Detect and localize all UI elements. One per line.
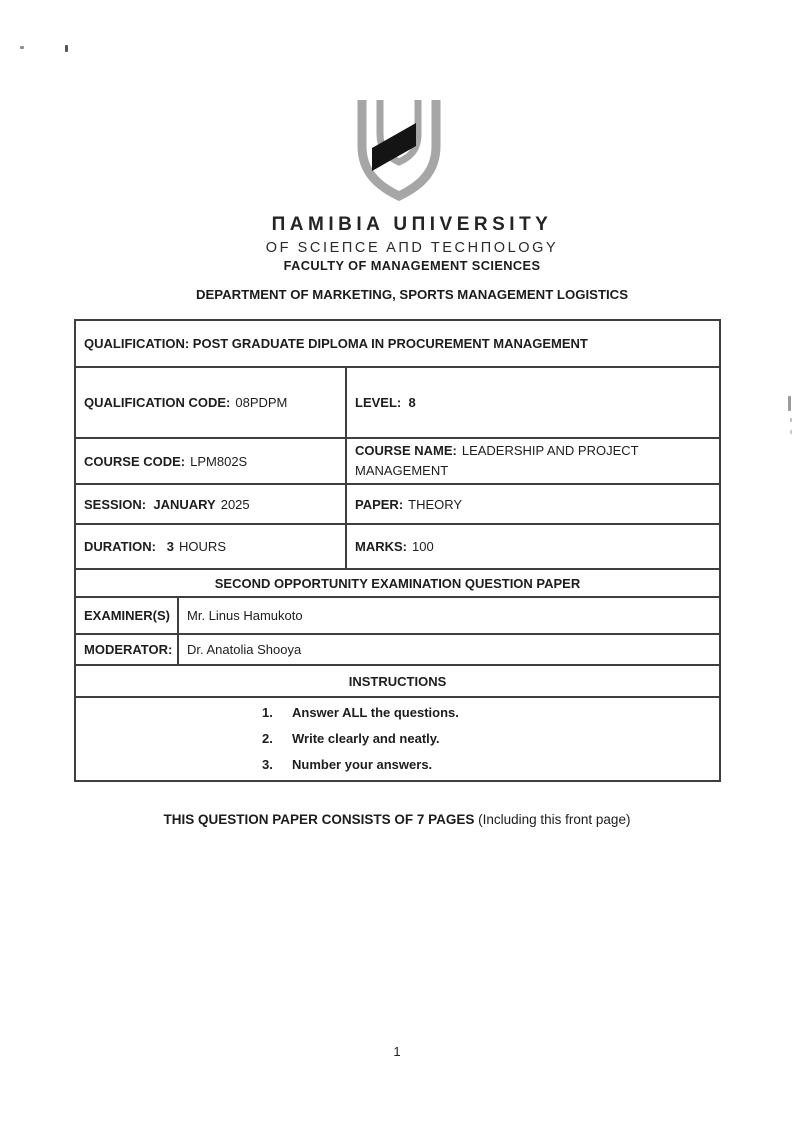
paper-cell	[346, 484, 720, 524]
examiner-value: Mr. Linus Hamukoto	[178, 597, 720, 634]
instruction-item	[84, 700, 711, 726]
table-row	[75, 597, 720, 634]
scan-edge-mark	[790, 430, 792, 434]
scan-edge-mark	[788, 396, 791, 411]
table-row	[75, 697, 720, 781]
table-row	[75, 367, 720, 438]
instructions-list	[75, 697, 720, 781]
duration-value: HOURS	[179, 539, 226, 555]
instruction-text: Number your answers.	[292, 757, 433, 773]
department-name: DEPARTMENT OF MARKETING, SPORTS MANAGEMENT LOGISTICS	[195, 287, 628, 302]
instruction-item	[84, 752, 711, 778]
table-row	[75, 484, 720, 524]
university-name: ПAMIBIA UПIVERSITY	[271, 214, 553, 235]
exam-banner: SECOND OPPORTUNITY EXAMINATION QUESTION PAPER	[75, 569, 720, 597]
session-label: SESSION: JANUARY	[84, 496, 216, 512]
university-subtitle: OF SCIEПCE AПD TECHПOLOGY	[265, 240, 559, 256]
course-code-cell	[75, 438, 346, 484]
table-row	[75, 634, 720, 665]
scan-speck	[65, 45, 68, 52]
instruction-number: 2.	[262, 731, 273, 747]
course-name-value: LEADERSHIP AND PROJECT MANAGEMENT	[355, 443, 642, 479]
moderator-value: Dr. Anatolia Shooya	[178, 634, 720, 665]
page-count-note-normal: (Including this front page)	[478, 812, 631, 827]
qualification-code-value: 08PDPM	[235, 395, 288, 410]
page-number: 1	[393, 1044, 401, 1059]
table-row	[75, 524, 720, 569]
moderator-label: MODERATOR:	[75, 634, 178, 665]
level-label: LEVEL: 8	[355, 395, 416, 410]
level-cell	[346, 367, 720, 438]
course-code-value: LPM802S	[190, 453, 248, 469]
faculty-name: FACULTY OF MANAGEMENT SCIENCES	[283, 258, 541, 273]
page-count-note	[0, 812, 794, 827]
scan-speck	[20, 46, 24, 49]
paper-label: PAPER:	[355, 496, 404, 512]
page-count-note-bold: THIS QUESTION PAPER CONSISTS OF 7 PAGES	[163, 812, 479, 827]
instruction-text: Write clearly and neatly.	[292, 731, 440, 747]
marks-value: 100	[412, 539, 434, 555]
qualification-cell	[75, 320, 720, 367]
exam-details-table	[74, 319, 721, 782]
instructions-title: INSTRUCTIONS	[75, 665, 720, 697]
nust-shield-logo-icon	[338, 94, 460, 208]
marks-cell	[346, 524, 720, 569]
duration-label: DURATION: 3	[84, 539, 175, 555]
table-row	[75, 320, 720, 367]
qualification-code-cell	[75, 367, 346, 438]
instruction-number: 3.	[262, 757, 273, 773]
qualification-text: QUALIFICATION: POST GRADUATE DIPLOMA IN PROCUREMENT MANAGEMENT	[84, 336, 588, 351]
instruction-text: Answer ALL the questions.	[292, 705, 459, 721]
duration-cell	[75, 524, 346, 569]
scan-edge-mark	[790, 418, 792, 422]
paper-value: THEORY	[408, 496, 463, 512]
instruction-number: 1.	[262, 705, 273, 721]
course-name-label: COURSE NAME:	[355, 443, 457, 458]
session-cell	[75, 484, 346, 524]
instruction-item	[84, 726, 711, 752]
table-row	[75, 665, 720, 697]
table-row	[75, 569, 720, 597]
examiner-label: EXAMINER(S)	[75, 597, 178, 634]
session-value: 2025	[220, 496, 250, 512]
course-name-cell	[346, 438, 720, 484]
marks-label: MARKS:	[355, 539, 407, 555]
course-code-label: COURSE CODE:	[84, 453, 186, 469]
table-row	[75, 438, 720, 484]
qualification-code-label: QUALIFICATION CODE:	[84, 395, 231, 410]
